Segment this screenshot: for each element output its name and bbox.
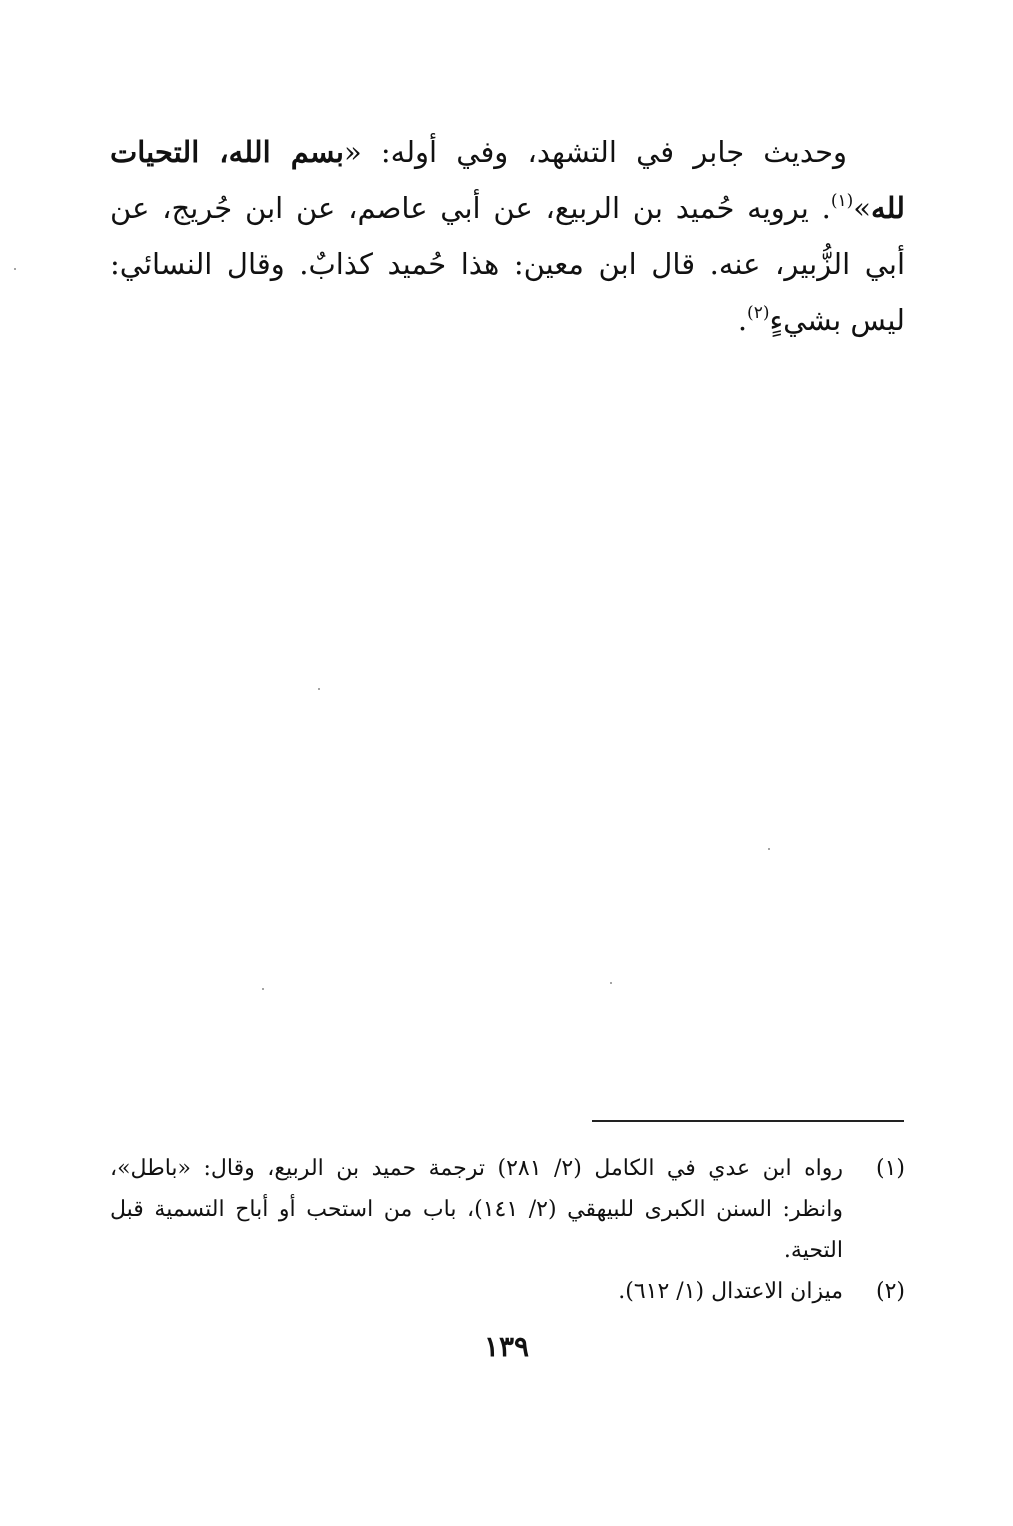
footnote-text: ميزان الاعتدال (١/ ٦١٢). <box>618 1279 843 1304</box>
footnotes-block <box>110 1148 905 1312</box>
line3-end: . <box>737 303 748 337</box>
footnote-item <box>110 1271 905 1312</box>
line1-end: . <box>821 191 831 225</box>
line2: يرويه حُميد بن الربيع، عن أبي عاصم، عن ابن جُريج، عن أبي الزُّبير، <box>110 191 905 281</box>
main-text-block <box>110 124 905 348</box>
footnote-number: (٢) <box>875 1279 905 1304</box>
line1-before: وحديث جابر في التشهد، وفي أوله: « <box>343 135 847 169</box>
page-number: ١٣٩ <box>483 1330 530 1363</box>
footnote-ref-2: (٢) <box>747 303 770 323</box>
line1-bold-quote: بسم الله، التحيات لله <box>110 135 906 225</box>
scan-speck <box>768 848 770 850</box>
line3: عنه. قال ابن معين: هذا حُميد كذابٌ. وقال النسائي: ليس بشيءٍ <box>110 247 905 337</box>
scan-speck <box>14 268 16 270</box>
footnote-item <box>110 1148 905 1271</box>
scan-speck <box>610 982 612 984</box>
footnote-number: (١) <box>875 1156 905 1181</box>
scan-speck <box>318 688 320 690</box>
footnote-ref-1: (١) <box>830 191 854 211</box>
line1-after: » <box>853 191 872 225</box>
footnote-text: رواه ابن عدي في الكامل (٢/ ٢٨١) ترجمة حميد بن الربيع، وقال: «باطل»، وانظر: السنن الكبرى للبيهقي (٢/ ١٤١)، باب من استحب أو أباح التسمية قبل التحية. <box>110 1156 844 1263</box>
footnote-separator <box>592 1120 904 1122</box>
scan-speck <box>262 988 264 990</box>
main-paragraph <box>110 124 905 348</box>
